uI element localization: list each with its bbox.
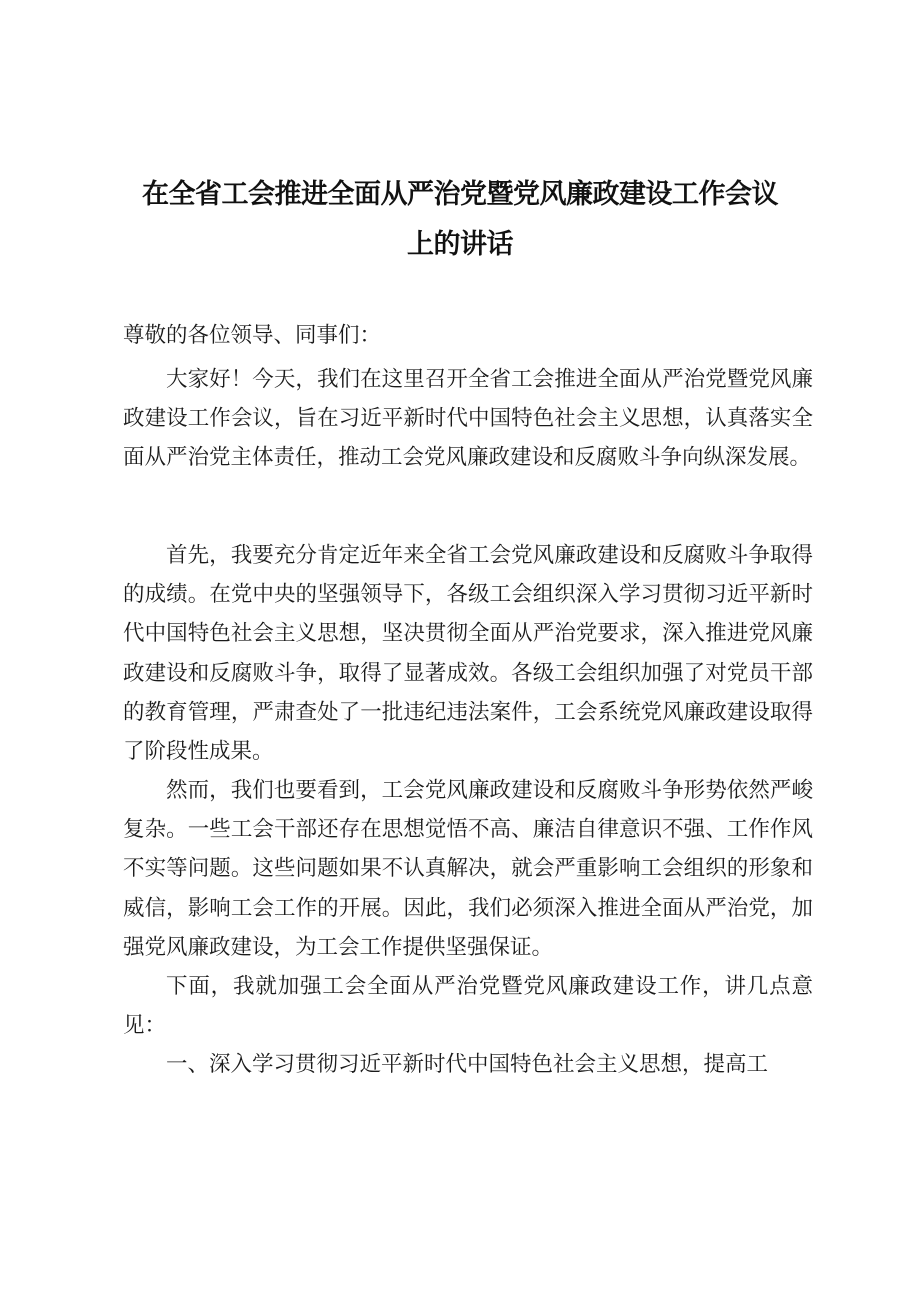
salutation: 尊敬的各位领导、同事们：: [123, 323, 382, 348]
paragraph-section-one-heading: 一、深入学习贯彻习近平新时代中国特色社会主义思想，提高工: [166, 1052, 769, 1077]
document-title-line-2: 上的讲话: [407, 229, 513, 260]
paragraph-opening: 大家好！今天，我们在这里召开全省工会推进全面从严治党暨党风廉政建设工作会议，旨在习近平新时代中国特色社会主义思想，认真落实全面从严治党主体责任，推动工会党风廉政建设和反腐败斗争向纵深发展。: [123, 367, 813, 471]
paragraph-achievements: 首先，我要充分肯定近年来全省工会党风廉政建设和反腐败斗争取得的成绩。在党中央的坚强领导下，各级工会组织深入学习贯彻习近平新时代中国特色社会主义思想，坚决贯彻全面从严治党要求，深入推进党风廉政建设和反腐败斗争，取得了显著成效。各级工会组织加强了对党员干部的教育管理，严肃查处了一批违纪违法案件，工会系统党风廉政建设取得了阶段性成果。: [123, 543, 813, 765]
paragraph-intro-opinions: 下面，我就加强工会全面从严治党暨党风廉政建设工作，讲几点意见：: [123, 974, 813, 1039]
paragraph-challenges: 然而，我们也要看到，工会党风廉政建设和反腐败斗争形势依然严峻复杂。一些工会干部还存在思想觉悟不高、廉洁自律意识不强、工作作风不实等问题。这些问题如果不认真解决，就会严重影响工会组织的形象和威信，影响工会工作的开展。因此，我们必须深入推进全面从严治党，加强党风廉政建设，为工会工作提供坚强保证。: [123, 778, 813, 960]
document-title-line-1: 在全省工会推进全面从严治党暨党风廉政建设工作会议: [142, 179, 778, 210]
